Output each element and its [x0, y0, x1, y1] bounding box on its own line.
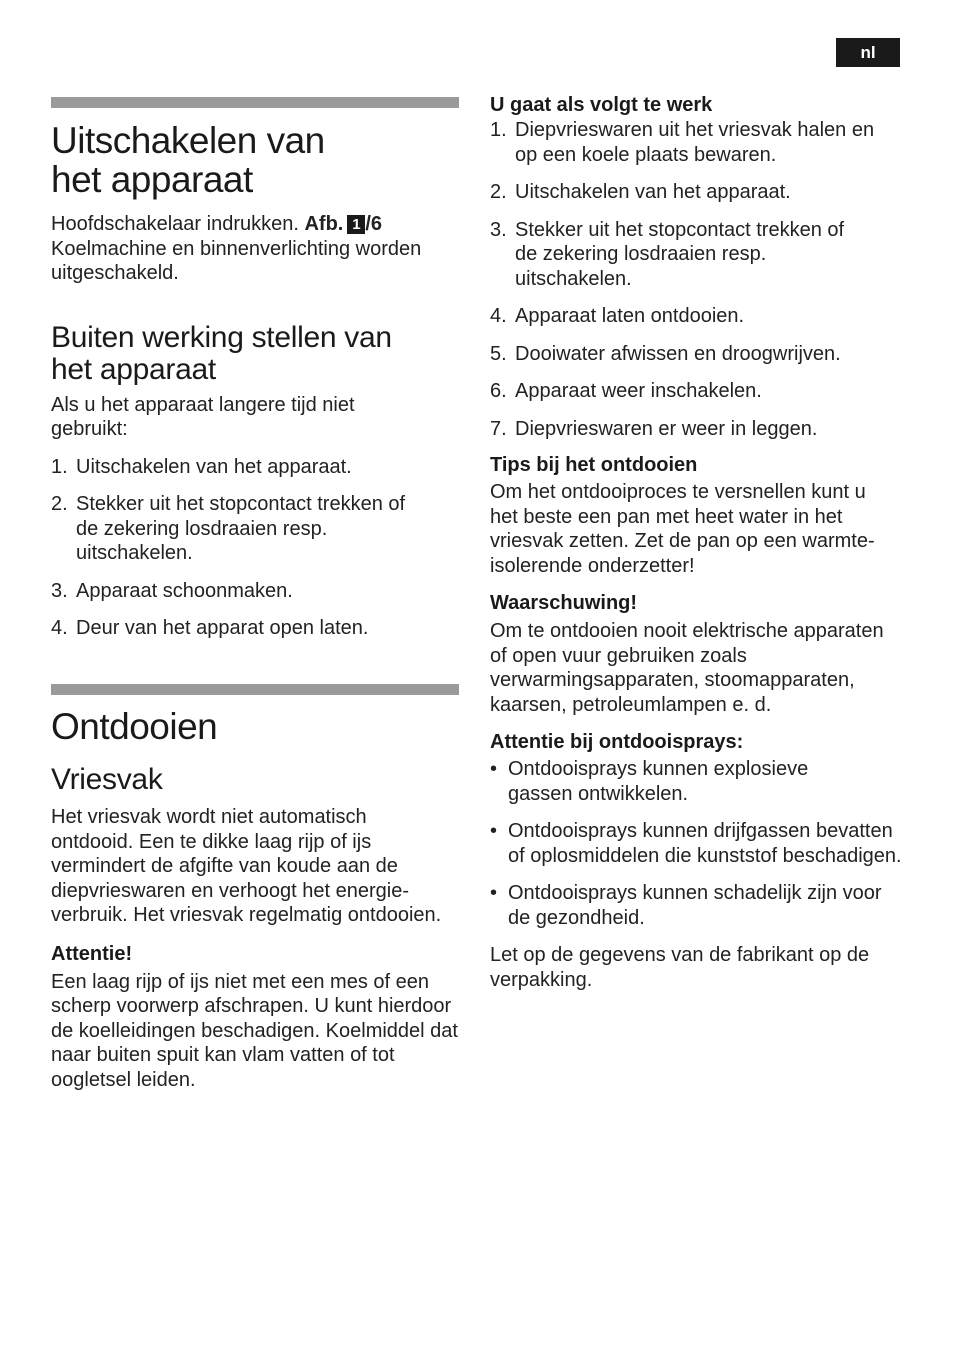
step-text: Uitschakelen van het apparaat.	[76, 455, 352, 478]
step-number: 4.	[51, 617, 68, 640]
step-text: Apparaat laten ontdooien.	[515, 305, 745, 327]
list-item	[51, 616, 461, 641]
bullet: •	[490, 882, 498, 904]
body-text-2: Koelmachine en binnenverlichting worden uitgeschakeld.	[51, 237, 422, 285]
vriesvak-body: Het vriesvak wordt niet automatisch ontdooid. Een te dikke laag rijp of ijs vermindert de afgifte van koude aan de diepvrieswaren en verhoogt het energie-verbruik. Het vriesvak regelmatig ontdooien.	[51, 806, 442, 927]
list-item	[490, 342, 905, 367]
list-item	[490, 881, 905, 930]
step-number: 1.	[490, 119, 507, 141]
list-item	[490, 757, 905, 806]
section-title-uitschakelen	[51, 121, 461, 199]
step-number: 6.	[490, 380, 507, 402]
step-number: 2.	[490, 181, 507, 203]
spray-list	[490, 757, 905, 930]
section-title-ontdooien: Ontdooien	[51, 705, 218, 747]
list-item	[490, 118, 905, 167]
bullet: •	[490, 758, 498, 780]
right-column	[490, 93, 905, 992]
closing-text: Let op de gegevens van de fabrikant op de verpakking.	[490, 944, 870, 991]
title-line-2: het apparaat	[51, 353, 216, 387]
step-text: Stekker uit het stopcontact trekken of de zekering losdraaien resp. uitschakelen.	[76, 493, 406, 565]
language-badge: nl	[836, 38, 900, 67]
bullet-text: Ontdooisprays kunnen drijfgassen bevatten of oplosmiddelen die kunststof beschadigen.	[508, 820, 902, 867]
step-text: Diepvrieswaren uit het vriesvak halen en op een koele plaats bewaren.	[515, 119, 875, 166]
attentie-heading: Attentie!	[51, 942, 133, 965]
step-number: 5.	[490, 342, 507, 365]
title-line-1: Buiten werking stellen van	[51, 320, 392, 354]
spray-heading: Attentie bij ontdooisprays:	[490, 731, 744, 753]
step-text: Deur van het apparat open laten.	[76, 617, 369, 640]
list-item	[490, 304, 905, 329]
section-title-buiten-werking	[51, 322, 461, 387]
step-text: Apparaat weer inschakelen.	[515, 380, 762, 402]
title-line-2: het apparaat	[51, 159, 253, 201]
list-item	[490, 218, 905, 292]
section-divider	[51, 97, 459, 108]
step-text: Apparaat schoonmaken.	[76, 579, 293, 602]
attentie-body: Een laag rijp of ijs niet met een mes of een scherp voorwerp afschrapen. U kunt hierdoor de koelleidingen beschadigen. Koelmiddel dat naar buiten spuit kan vlam vatten of tot oogletsel leiden.	[51, 970, 458, 1091]
list-item	[490, 180, 905, 205]
figure-number-box: 1	[347, 215, 365, 234]
warning-heading: Waarschuwing!	[490, 592, 638, 614]
werk-heading: U gaat als volgt te werk	[490, 94, 713, 116]
afb-label: Afb.	[304, 213, 344, 236]
title-line-1: Uitschakelen van	[51, 120, 325, 161]
subsection-title-vriesvak: Vriesvak	[51, 762, 163, 796]
tips-heading: Tips bij het ontdooien	[490, 454, 698, 476]
list-item	[51, 455, 461, 480]
werk-steps	[490, 118, 905, 441]
afb-suffix: /6	[365, 213, 383, 236]
bullet: •	[490, 820, 498, 842]
list-item	[490, 819, 905, 868]
list-item	[51, 492, 461, 566]
uitschakelen-body	[51, 212, 461, 286]
step-number: 3.	[51, 579, 68, 602]
list-item	[51, 579, 461, 604]
figure-reference	[304, 213, 382, 235]
buiten-werking-steps	[51, 455, 461, 641]
tips-body: Om het ontdooiproces te versnellen kunt u het beste een pan met heet water in het vriesvak zetten. Zet de pan op een warmte-isolerende onderzetter!	[490, 481, 875, 577]
step-text: Uitschakelen van het apparaat.	[515, 181, 791, 203]
left-column	[51, 97, 461, 1092]
step-number: 3.	[490, 218, 507, 241]
warning-body: Om te ontdooien nooit elektrische apparaten of open vuur gebruiken zoals verwarmingsapparaten, stoomapparaten, kaarsen, petroleumlampen e. d.	[490, 620, 884, 716]
step-number: 4.	[490, 305, 507, 327]
step-number: 1.	[51, 455, 68, 478]
step-text: Stekker uit het stopcontact trekken of de zekering losdraaien resp. uitschakelen.	[515, 218, 845, 290]
body-text: Hoofdschakelaar indrukken.	[51, 213, 299, 236]
list-item	[490, 417, 905, 442]
step-text: Dooiwater afwissen en droogwrijven.	[515, 342, 841, 365]
buiten-werking-intro: Als u het apparaat langere tijd niet gebruikt:	[51, 393, 355, 441]
bullet-text: Ontdooisprays kunnen explosieve gassen ontwikkelen.	[508, 758, 809, 805]
bullet-text: Ontdooisprays kunnen schadelijk zijn voor de gezondheid.	[508, 882, 882, 929]
step-text: Diepvrieswaren er weer in leggen.	[515, 417, 818, 440]
step-number: 7.	[490, 417, 507, 440]
section-divider	[51, 684, 459, 695]
step-number: 2.	[51, 493, 68, 516]
list-item	[490, 379, 905, 404]
